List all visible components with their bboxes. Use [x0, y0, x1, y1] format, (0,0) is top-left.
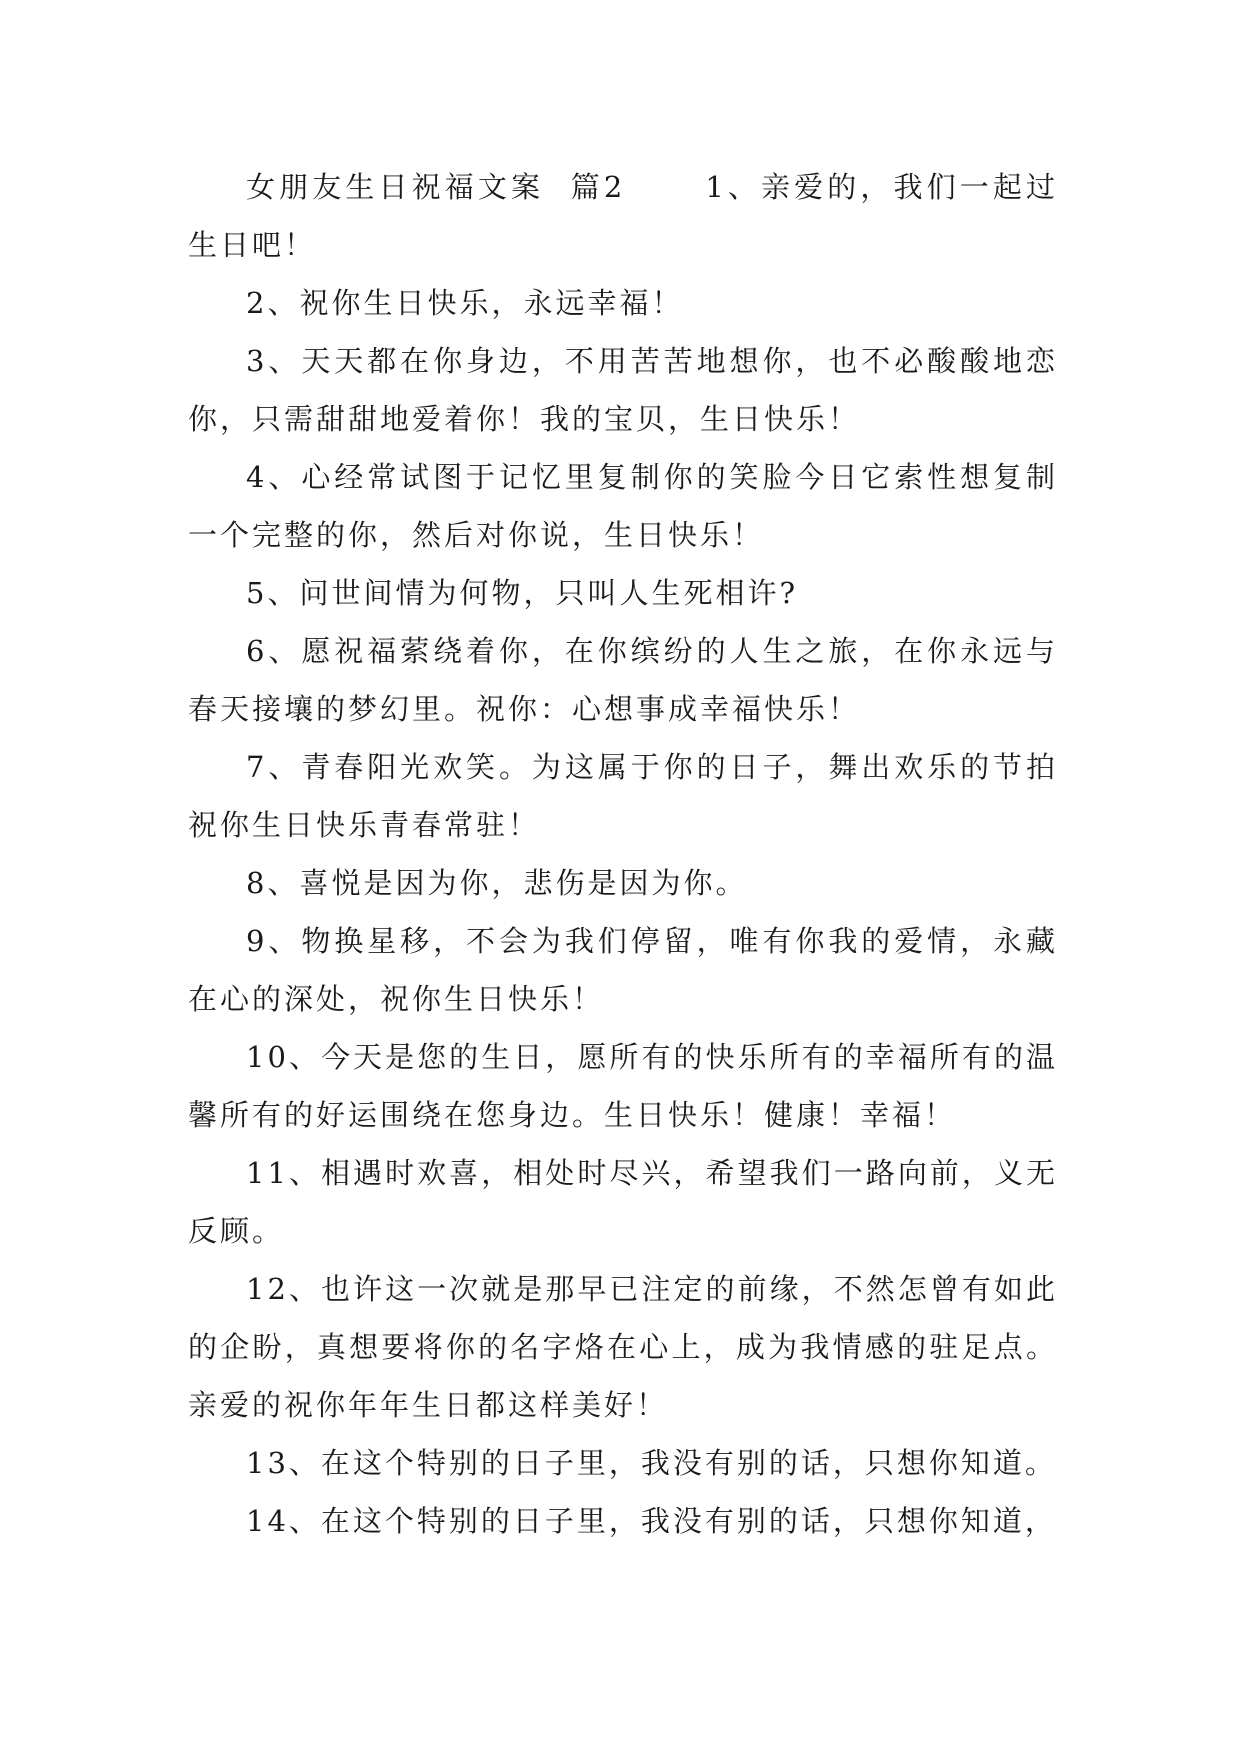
paragraph-item-3: 3、天天都在你身边，不用苦苦地想你，也不必酸酸地恋你，只需甜甜地爱着你！我的宝贝，生日快乐！ [188, 344, 1058, 436]
paragraph-item-4: 4、心经常试图于记忆里复制你的笑脸今日它索性想复制一个完整的你，然后对你说，生日快乐！ [188, 460, 1058, 552]
paragraph-item-7: 7、青春阳光欢笑。为这属于你的日子，舞出欢乐的节拍祝你生日快乐青春常驻！ [188, 750, 1058, 842]
paragraph-item-12: 12、也许这一次就是那早已注定的前缘，不然怎曾有如此的企盼，真想要将你的名字烙在心上，成为我情感的驻足点。亲爱的祝你年年生日都这样美好！ [188, 1272, 1058, 1422]
paragraph-item-8: 8、喜悦是因为你，悲伤是因为你。 [246, 866, 748, 900]
paragraph-item-13: 13、在这个特别的日子里，我没有别的话，只想你知道。 [246, 1446, 1057, 1480]
paragraph-item-9: 9、物换星移，不会为我们停留，唯有你我的爱情，永藏在心的深处，祝你生日快乐！ [188, 924, 1058, 1016]
paragraph-item-2: 2、祝你生日快乐，永远幸福！ [246, 286, 684, 320]
paragraph-item-5: 5、问世间情为何物，只叫人生死相许? [246, 576, 798, 610]
paragraph-item-10: 10、今天是您的生日，愿所有的快乐所有的幸福所有的温馨所有的好运围绕在您身边。生日快乐！健康！幸福！ [188, 1040, 1058, 1132]
paragraph-item-6: 6、愿祝福萦绕着你，在你缤纷的人生之旅，在你永远与春天接壤的梦幻里。祝你：心想事成幸福快乐！ [188, 634, 1058, 726]
document-body [188, 158, 1058, 1550]
paragraph-item-11: 11、相遇时欢喜，相处时尽兴，希望我们一路向前，义无反顾。 [188, 1156, 1058, 1248]
paragraph-item-14: 14、在这个特别的日子里，我没有别的话，只想你知道， [246, 1504, 1057, 1538]
paragraph-title-and-item-1: 女朋友生日祝福文案 篇2 1、亲爱的，我们一起过生日吧！ [188, 170, 1058, 262]
